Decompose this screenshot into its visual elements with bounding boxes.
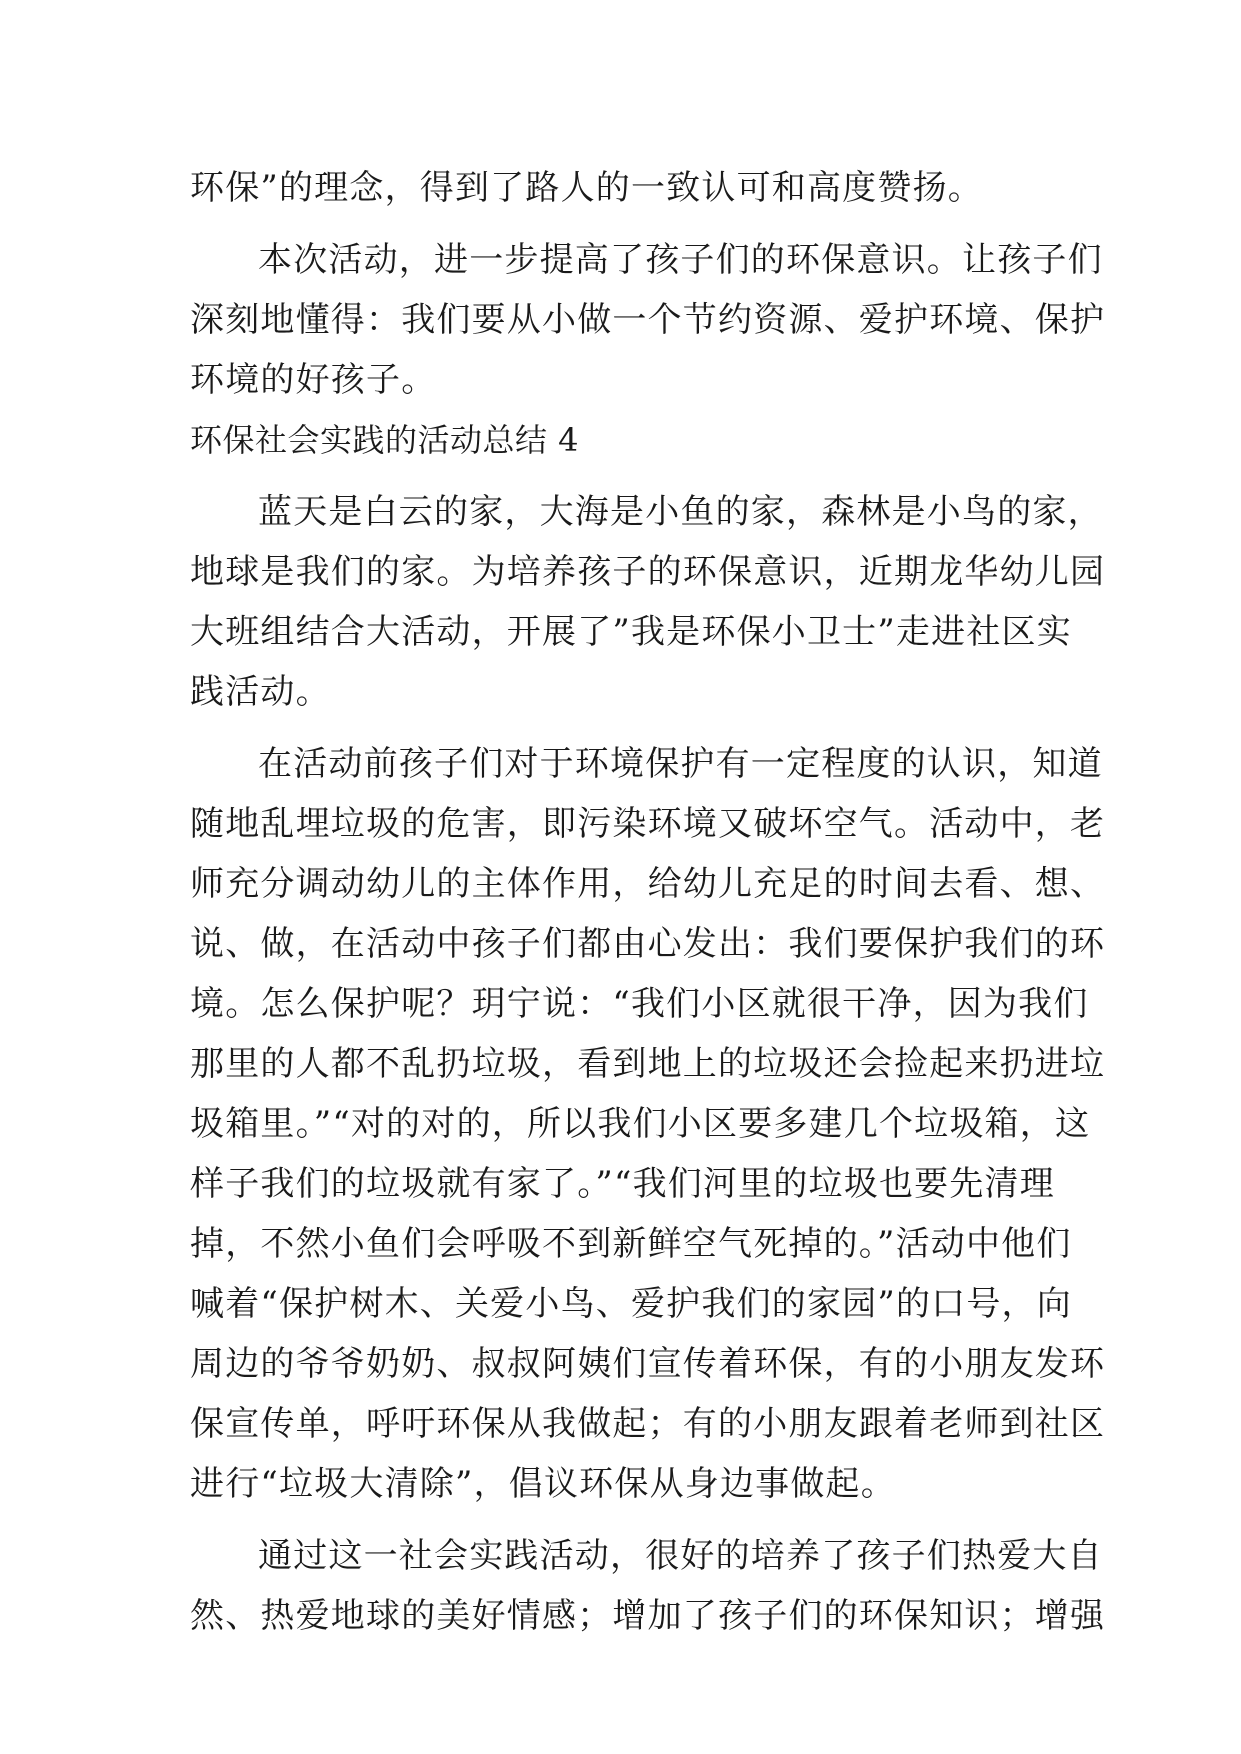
text-line: 然、热爱地球的美好情感；增加了孩子们的环保知识；增强	[190, 1596, 1106, 1636]
section-heading: 环保社会实践的活动总结 4	[190, 421, 580, 459]
text-line: 践活动。	[190, 672, 331, 712]
text-line: 大班组结合大活动，开展了”我是环保小卫士”走进社区实	[190, 612, 1072, 652]
text-line: 环境的好孩子。	[190, 360, 437, 400]
text-line: 掉，不然小鱼们会呼吸不到新鲜空气死掉的。”活动中他们	[190, 1224, 1072, 1264]
text-line: 师充分调动幼儿的主体作用，给幼儿充足的时间去看、想、	[190, 864, 1106, 904]
text-line: 周边的爷爷奶奶、叔叔阿姨们宣传着环保，有的小朋友发环	[190, 1344, 1106, 1384]
document-body	[190, 158, 1106, 1646]
text-line: 说、做，在活动中孩子们都由心发出：我们要保护我们的环	[190, 924, 1106, 964]
text-line: 喊着“保护树木、关爱小鸟、爱护我们的家园”的口号，向	[190, 1284, 1072, 1324]
text-line: 随地乱埋垃圾的危害，即污染环境又破坏空气。活动中，老	[190, 804, 1106, 844]
text-line: 环保”的理念，得到了路人的一致认可和高度赞扬。	[190, 168, 983, 208]
text-line: 在活动前孩子们对于环境保护有一定程度的认识，知道	[258, 744, 1103, 784]
text-line: 深刻地懂得：我们要从小做一个节约资源、爱护环境、保护	[190, 300, 1106, 340]
text-line: 那里的人都不乱扔垃圾，看到地上的垃圾还会捡起来扔进垃	[190, 1044, 1106, 1084]
text-line: 地球是我们的家。为培养孩子的环保意识，近期龙华幼儿园	[190, 552, 1106, 592]
text-line: 样子我们的垃圾就有家了。”“我们河里的垃圾也要先清理	[190, 1164, 1055, 1204]
text-line: 进行“垃圾大清除”，倡议环保从身边事做起。	[190, 1464, 896, 1504]
text-line: 本次活动，进一步提高了孩子们的环保意识。让孩子们	[258, 240, 1103, 280]
text-line: 蓝天是白云的家，大海是小鱼的家，森林是小鸟的家，	[258, 492, 1103, 532]
text-line: 保宣传单，呼吁环保从我做起；有的小朋友跟着老师到社区	[190, 1404, 1106, 1444]
text-line: 圾箱里。”“对的对的，所以我们小区要多建几个垃圾箱，这	[190, 1104, 1091, 1144]
text-line: 境。怎么保护呢？玥宁说：“我们小区就很干净，因为我们	[190, 984, 1089, 1024]
text-line: 通过这一社会实践活动，很好的培养了孩子们热爱大自	[258, 1536, 1103, 1576]
